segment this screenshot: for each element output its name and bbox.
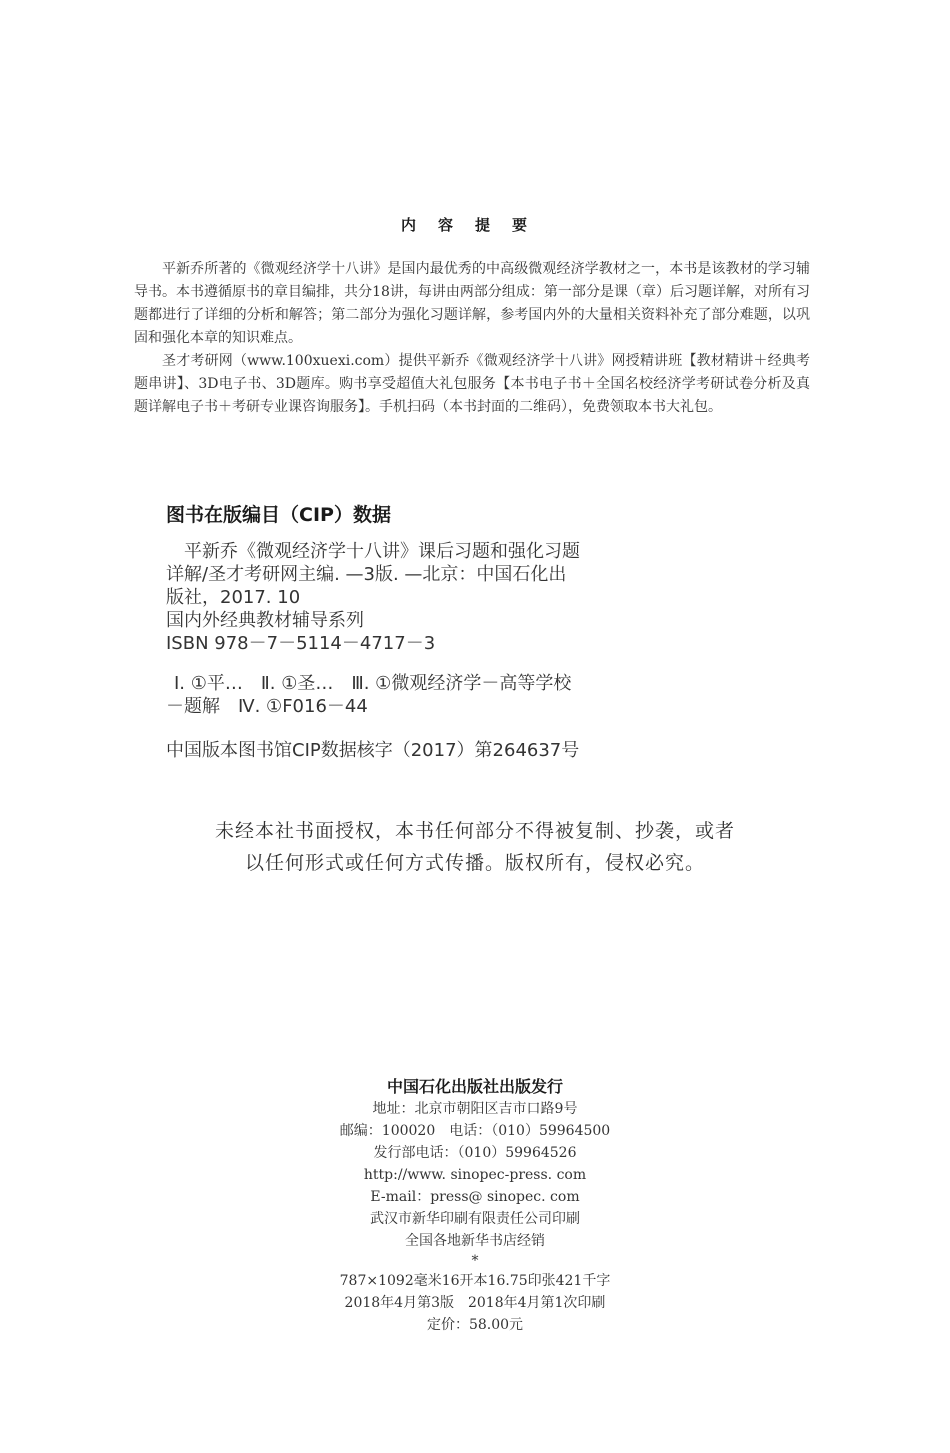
copyright-line-1: 未经本社书面授权，本书任何部分不得被复制、抄袭，或者 bbox=[214, 820, 735, 842]
cip-record bbox=[166, 540, 636, 655]
cip-heading: 图书在版编目（CIP）数据 bbox=[166, 504, 391, 526]
cip-subject-line-2: －题解 Ⅳ. ①F016－44 bbox=[166, 696, 368, 717]
printer: 武汉市新华印刷有限责任公司印刷 bbox=[370, 1211, 580, 1227]
cip-number: 中国版本图书馆CIP数据核字（2017）第264637号 bbox=[166, 740, 580, 761]
publisher-postcode-phone: 邮编：100020 电话：（010）59964500 bbox=[339, 1123, 611, 1139]
cip-subject-line-1: Ⅰ. ①平… Ⅱ. ①圣… Ⅲ. ①微观经济学－高等学校 bbox=[174, 673, 572, 694]
cip-subject bbox=[166, 672, 666, 718]
publisher-website: http://www. sinopec-press. com bbox=[363, 1167, 587, 1183]
distributor: 全国各地新华书店经销 bbox=[405, 1233, 545, 1249]
publisher-email: E-mail：press@ sinopec. com bbox=[370, 1189, 580, 1205]
price: 定价：58.00元 bbox=[426, 1317, 524, 1333]
abstract-paragraph-2: 圣才考研网（www.100xuexi.com）提供平新乔《微观经济学十八讲》网授精讲班【教材精讲＋经典考题串讲】、3D电子书、3D题库。购书享受超值大礼包服务【本书电子书＋全国名校经济学考研试卷分析及真题详解电子书＋考研专业课咨询服务】。手机扫码（本书封面的二维码），免费领取本书大礼包。 bbox=[134, 353, 810, 415]
cip-isbn: ISBN 978－7－5114－4717－3 bbox=[166, 633, 436, 654]
book-format: 787×1092毫米16开本16.75印张421千字 bbox=[339, 1273, 611, 1289]
copyright-line-2: 以任何形式或任何方式传播。版权所有，侵权必究。 bbox=[244, 852, 705, 874]
cip-record-line-3: 版社，2017. 10 bbox=[166, 587, 301, 608]
publisher-name: 中国石化出版社出版发行 bbox=[386, 1077, 563, 1096]
cip-record-line-2: 详解/圣才考研网主编. —3版. —北京：中国石化出 bbox=[166, 564, 567, 585]
edition-info: 2018年4月第3版 2018年4月第1次印刷 bbox=[344, 1295, 606, 1311]
publisher-sales-phone: 发行部电话：（010）59964526 bbox=[373, 1145, 577, 1161]
publisher-info bbox=[0, 1076, 950, 1336]
abstract-title: 内容提要 bbox=[400, 216, 549, 234]
publisher-address: 地址：北京市朝阳区吉市口路9号 bbox=[372, 1101, 578, 1117]
abstract-body bbox=[134, 258, 810, 419]
copyright-notice bbox=[0, 815, 950, 879]
separator-star: * bbox=[471, 1253, 479, 1269]
cip-series: 国内外经典教材辅导系列 bbox=[166, 610, 364, 631]
cip-record-line-1: 平新乔《微观经济学十八讲》课后习题和强化习题 bbox=[184, 541, 580, 562]
abstract-paragraph-1: 平新乔所著的《微观经济学十八讲》是国内最优秀的中高级微观经济学教材之一，本书是该教材的学习辅导书。本书遵循原书的章目编排，共分18讲，每讲由两部分组成：第一部分是课（章）后习题详解，对所有习题都进行了详细的分析和解答；第二部分为强化习题详解，参考国内外的大量相关资料补充了部分难题，以巩固和强化本章的知识难点。 bbox=[134, 261, 810, 346]
